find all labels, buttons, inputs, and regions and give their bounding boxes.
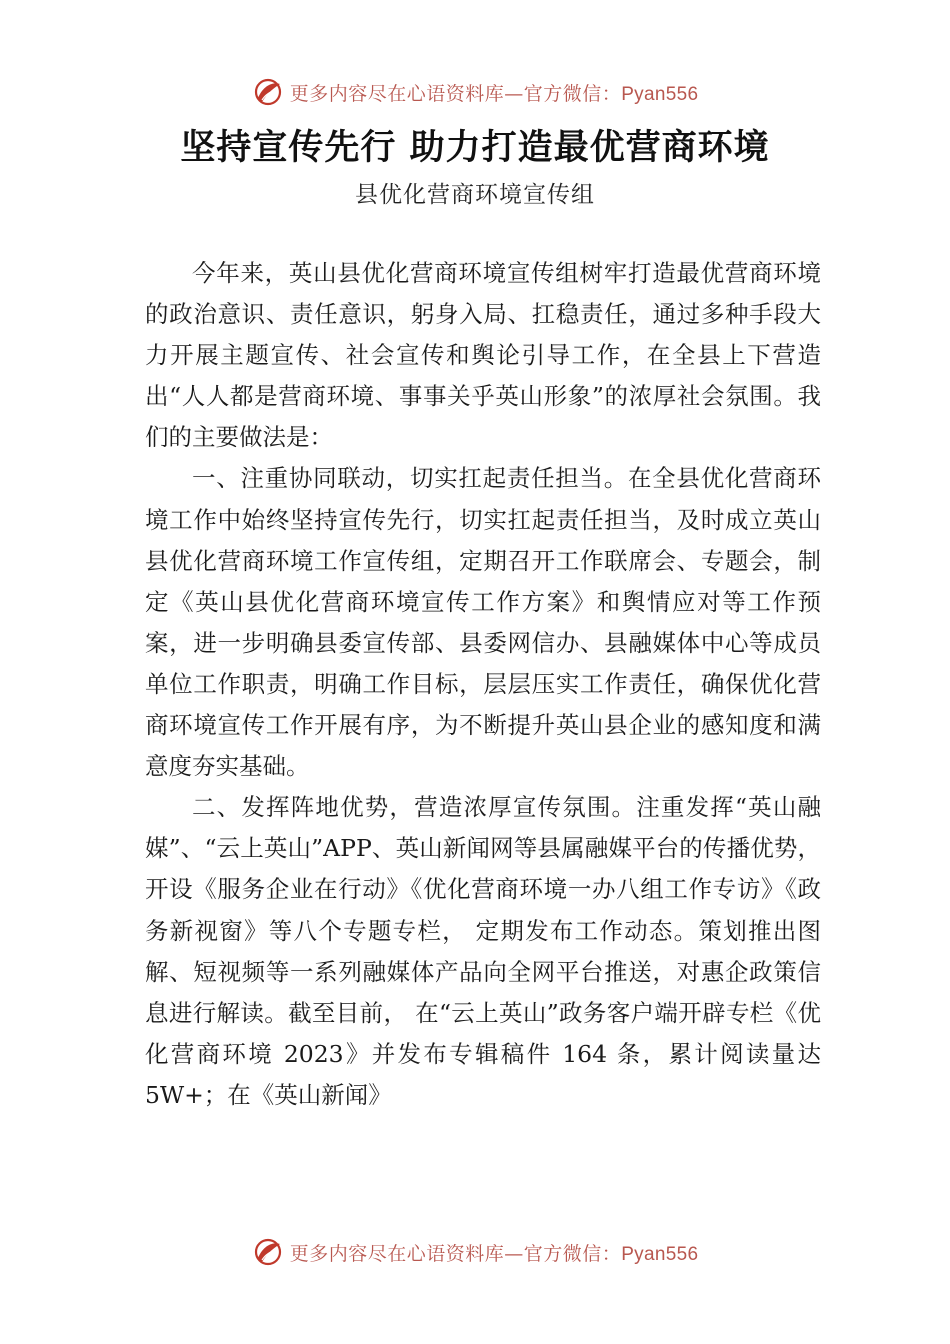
watermark-header <box>0 72 950 112</box>
document-title: 坚持宣传先行 助力打造最优营商环境 <box>180 127 770 168</box>
watermark-text: 更多内容尽在心语资料库—官方微信：Pyan556 <box>289 1242 699 1265</box>
wechat-id: Pyan556 <box>621 83 699 105</box>
watermark-footer <box>0 1232 950 1272</box>
paragraph-section-1: 一、注重协同联动，切实扛起责任担当。在全县优化营商环境工作中始终坚持宣传先行，切实扛起责任担当，及时成立英山县优化营商环境工作宣传组，定期召开工作联席会、专题会，制定《英山县优化营商环境宣传工作方案》和舆情应对等工作预案，进一步明确县委宣传部、县委网信办、县融媒体中心等成员单位工作职责，明确工作目标，层层压实工作责任，确保优化营商环境宣传工作开展有序，为不断提升英山县企业的感知度和满意度夯实基础。 <box>145 464 821 781</box>
document-subtitle: 县优化营商环境宣传组 <box>355 182 595 208</box>
logo-icon <box>252 1236 284 1268</box>
logo-icon <box>252 76 284 108</box>
document-body <box>145 253 821 1116</box>
wechat-id: Pyan556 <box>621 1243 699 1265</box>
watermark-text: 更多内容尽在心语资料库—官方微信：Pyan556 <box>289 82 699 105</box>
paragraph-section-2: 二、发挥阵地优势，营造浓厚宣传氛围。注重发挥“英山融媒”、“云上英山”APP、英山新闻网等县属融媒平台的传播优势，开设《服务企业在行动》《优化营商环境一办八组工作专访》《政务新视窗》等八个专题专栏， 定期发布工作动态。策划推出图解、短视频等一系列融媒体产品向全网平台推送，对惠企政策信息进行解读。截至目前， 在“云上英山”政务客户端开辟专栏《优化营商环境 2023》并发布专辑稿件 164 条，累计阅读量达 5W+；在《英山新闻》 <box>145 793 821 1109</box>
paragraph-intro: 今年来，英山县优化营商环境宣传组树牢打造最优营商环境的政治意识、责任意识，躬身入局、扛稳责任，通过多种手段大力开展主题宣传、社会宣传和舆论引导工作，在全县上下营造出“人人都是营商环境、事事关乎英山形象”的浓厚社会氛围。我们的主要做法是： <box>145 259 821 452</box>
